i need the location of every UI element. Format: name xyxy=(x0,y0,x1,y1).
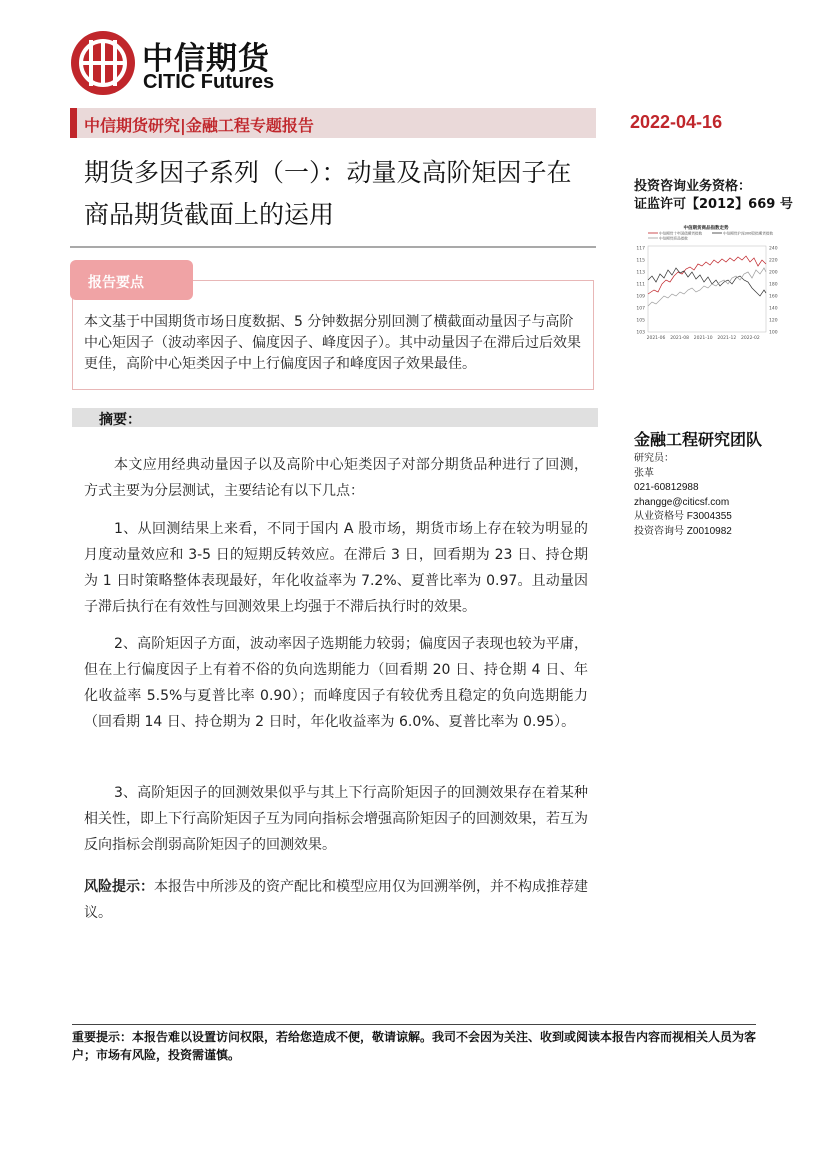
legend-item-2: 中信期货沪深300股指期货指数 xyxy=(723,231,773,236)
qualification-value: 证监许可【2012】669 号 xyxy=(634,197,793,212)
citic-logo-icon xyxy=(70,30,136,96)
researcher-consult: 投资咨询号 Z0010982 xyxy=(634,525,732,537)
researcher-name: 张革 xyxy=(634,467,654,479)
left-axis-tick: 107 xyxy=(636,306,645,312)
researcher-license: 从业资格号 F3004355 xyxy=(634,511,732,522)
summary-paragraph-2: 2、高阶矩因子方面，波动率因子选期能力较弱；偏度因子表现也较为平庸，但在上行偏度因子上有着不俗的负向选期能力（回看期 20 日、持仓期 4 日、年化收益率 5.5%与夏普比率 0.90）；而峰度因子有较优秀且稳定的负向选期能力（回看期 14 日、持仓期为 2 日时，年化收益率为 6.0%、夏普比率为 0.95）。 xyxy=(84,636,588,730)
series-line-gray xyxy=(648,268,766,306)
footer-divider xyxy=(72,1024,756,1025)
summary-paragraph-3: 3、高阶矩因子的回测效果似乎与其上下行高阶矩因子的回测效果存在着某种相关性，即上下行高阶矩因子互为同向指标会增强高阶矩因子的回测效果，若互为反向指标会削弱高阶矩因子的回测效果。 xyxy=(84,785,588,853)
left-axis-tick: 105 xyxy=(636,318,645,324)
title-divider xyxy=(70,246,596,248)
risk-note xyxy=(84,874,588,926)
legend-item-3: 中信期货商品指数 xyxy=(659,236,688,241)
left-axis-tick: 103 xyxy=(636,330,645,336)
right-axis-tick: 200 xyxy=(769,270,778,276)
left-axis-tick: 111 xyxy=(636,282,645,288)
series-banner-accent xyxy=(70,108,77,138)
right-axis-tick: 100 xyxy=(769,330,778,336)
left-axis-tick: 109 xyxy=(636,294,645,300)
key-points-text: 本文基于中国期货市场日度数据、5 分钟数据分别回测了横截面动量因子与高阶中心矩因子（波动率因子、偏度因子、峰度因子）。其中动量因子在滞后过后效果更佳，高阶中心矩类因子中上行偏度因子和峰度因子效果最佳。 xyxy=(84,314,581,372)
team-title: 金融工程研究团队 xyxy=(634,430,763,449)
report-date: 2022-04-16 xyxy=(630,112,723,132)
risk-label: 风险提示： xyxy=(84,879,154,895)
right-axis-tick: 140 xyxy=(769,306,778,312)
x-axis-tick: 2021-12 xyxy=(717,336,737,341)
right-axis-tick: 220 xyxy=(769,258,778,264)
team-role: 研究员： xyxy=(634,453,674,464)
x-axis-tick: 2021-10 xyxy=(693,336,713,341)
right-axis-tick: 180 xyxy=(769,282,778,288)
right-axis-tick: 120 xyxy=(769,318,778,324)
legend-item-1: 中信期货十年国债期货指数 xyxy=(659,231,703,236)
summary-label: 摘要： xyxy=(99,412,141,428)
footer-disclaimer: 重要提示：本报告难以设置访问权限，若给您造成不便，敬请谅解。我司不会因为关注、收到或阅读本报告内容而视相关人员为客户；市场有风险，投资需谨慎。 xyxy=(72,1030,757,1062)
chart-title: 中信期货商品指数走势 xyxy=(683,226,729,231)
report-title: 期货多因子系列（一）：动量及高阶矩因子在商品期货截面上的运用 xyxy=(84,158,572,229)
qualification-label: 投资咨询业务资格： xyxy=(634,179,752,194)
summary-bar xyxy=(72,408,598,427)
left-axis-tick: 117 xyxy=(636,246,645,252)
thumbnail-chart xyxy=(626,222,786,344)
series-label: 中信期货研究|金融工程专题报告 xyxy=(84,116,314,135)
summary-paragraph-intro: 本文应用经典动量因子以及高阶中心矩类因子对部分期货品种进行了回测，方式主要为分层测试，主要结论有以下几点： xyxy=(84,457,588,499)
left-axis-tick: 113 xyxy=(636,270,645,276)
brand-name-en: CITIC Futures xyxy=(143,71,275,93)
team-info xyxy=(634,452,732,539)
summary-paragraph-1: 1、从回测结果上来看，不同于国内 A 股市场，期货市场上存在较为明显的月度动量效应和 3-5 日的短期反转效应。在滞后 3 日，回看期为 23 日、持仓期为 1 日时策略整体表现最好，年化收益率为 7.2%、夏普比率为 0.97。且动量因子滞后执行在有效性与回测效果上均强于不滞后执行时的效果。 xyxy=(84,521,588,615)
right-axis-tick: 160 xyxy=(769,294,778,300)
x-axis-tick: 2021-08 xyxy=(670,336,690,341)
left-axis-tick: 115 xyxy=(636,258,645,264)
brand-name-cn: 中信期货 xyxy=(142,41,270,77)
key-points-label: 报告要点 xyxy=(88,275,144,291)
right-axis-tick: 240 xyxy=(769,246,778,252)
researcher-email[interactable]: zhangge@citicsf.com xyxy=(634,496,730,508)
researcher-phone: 021-60812988 xyxy=(634,482,699,493)
x-axis-tick: 2021-06 xyxy=(646,336,666,341)
x-axis-tick: 2022-02 xyxy=(740,336,760,341)
risk-text: 本报告中所涉及的资产配比和模型应用仅为回溯举例，并不构成推荐建议。 xyxy=(84,879,588,921)
